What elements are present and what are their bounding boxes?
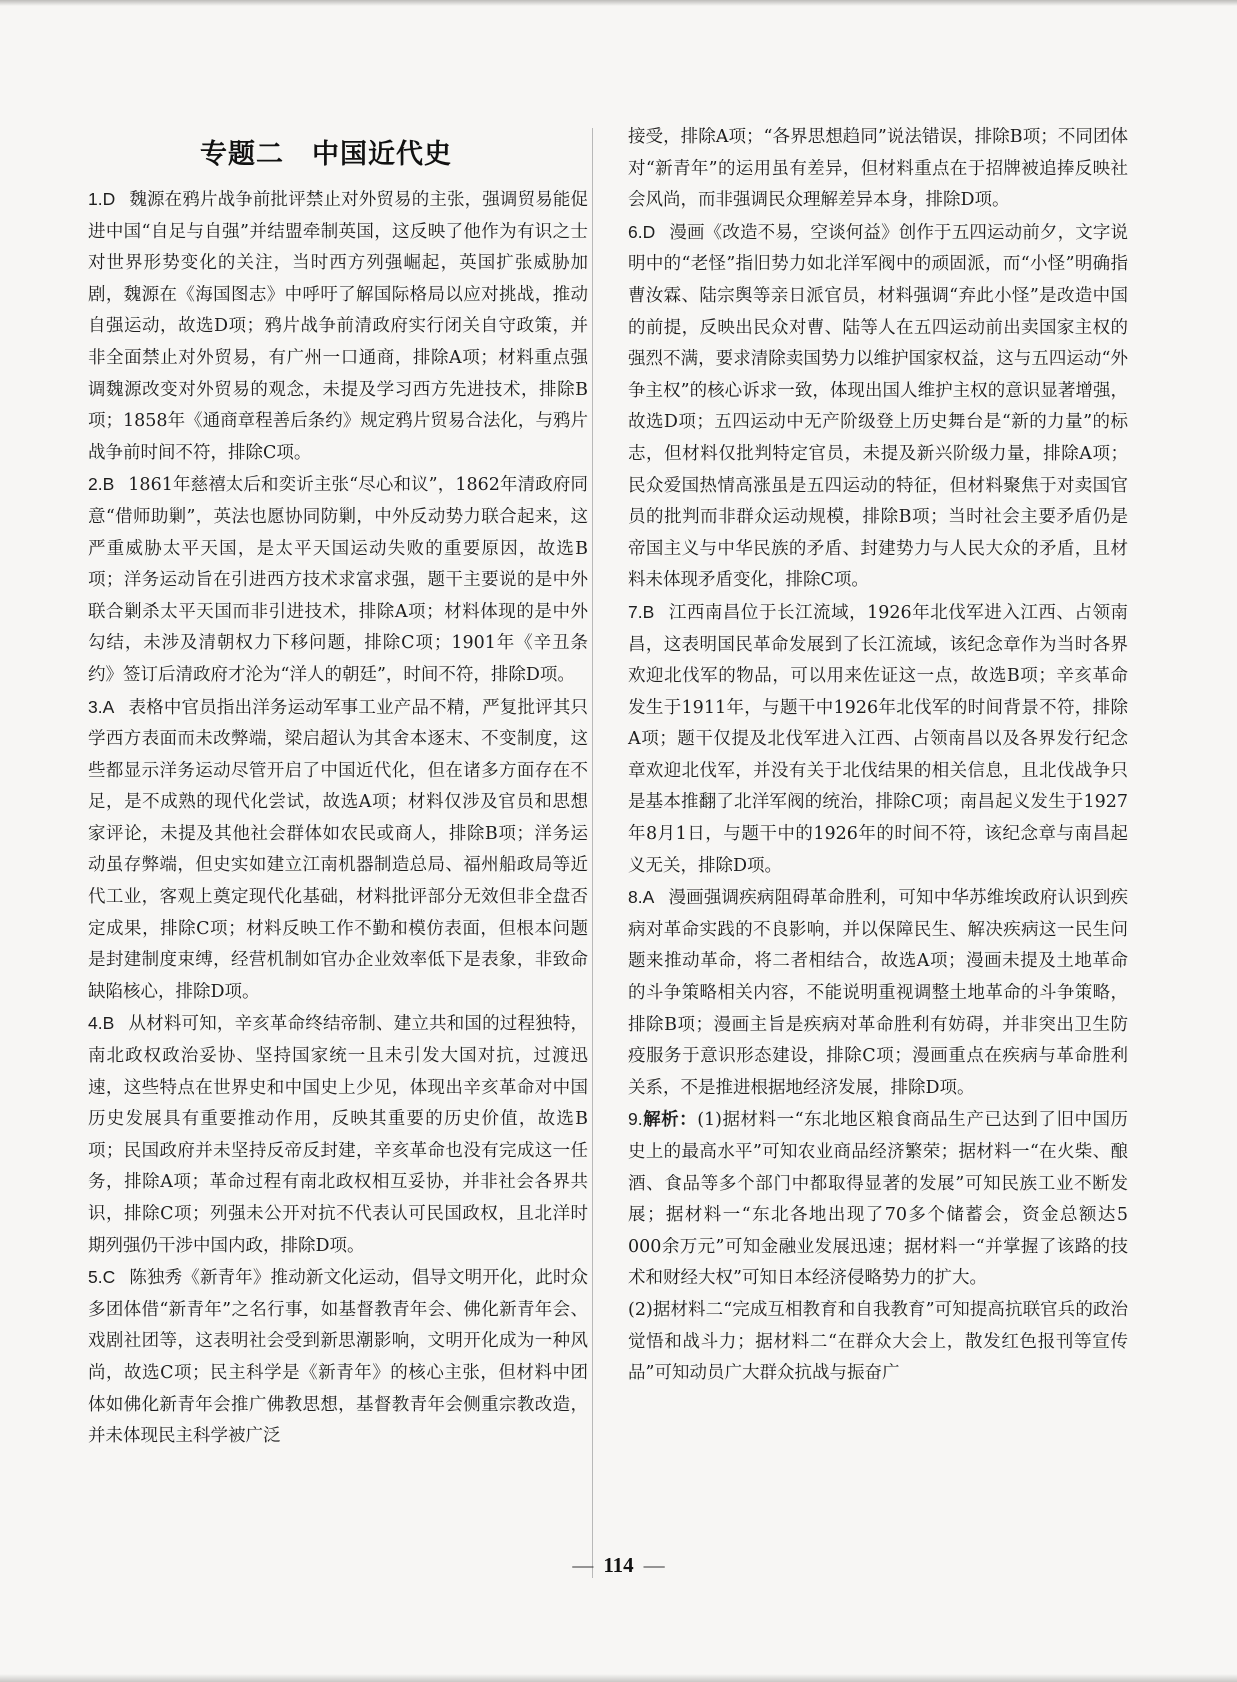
- item-number: 9.: [628, 1109, 643, 1130]
- item-answer: B: [642, 601, 655, 622]
- item-text: 接受，排除A项；“各界思想趋同”说法错误，排除B项；不同团体对“新青年”的运用虽有差异，但材料重点在于招牌被追捧反映社会风尚，而非强调民众理解差异本身，排除D项。: [628, 127, 1128, 211]
- scan-edge-top: [0, 0, 1237, 6]
- item-text: 陈独秀《新青年》推动新文化运动，倡导文明开化，此时众多团体借“新青年”之名行事，如基督教青年会、佛化新青年会、戏剧社团等，这表明社会受到新思潮影响，文明开化成为一种风尚，故选C项；民主科学是《新青年》的核心主张，但材料中团体如佛化新青年会推广佛教思想，基督教青年会侧重宗教改造，并未体现民主科学被广泛: [88, 1268, 588, 1447]
- answer-item-6: [628, 217, 1128, 597]
- item-text: 漫画《改造不易，空谈何益》创作于五四运动前夕，文字说明中的“老怪”指旧势力如北洋军阀中的顽固派，而“小怪”明确指曹汝霖、陆宗舆等亲日派官员，材料强调“弃此小怪”是改造中国的前提，反映出民众对曹、陆等人在五四运动前出卖国家主权的强烈不满，要求清除卖国势力以维护国家权益，这与五四运动“外争主权”的核心诉求一致，体现出国人维护主权的意识显著增强，故选D项；五四运动中无产阶级登上历史舞台是“新的力量”的标志，但材料仅批判特定官员，未提及新兴阶级力量，排除A项；民众爱国热情高涨虽是五四运动的特征，但材料聚焦于对卖国官员的批判而非群众运动规模，排除B项；当时社会主要矛盾仍是帝国主义与中华民族的矛盾、封建势力与人民大众的矛盾，且材料未体现矛盾变化，排除C项。: [628, 222, 1128, 591]
- item-number: 8.: [628, 887, 643, 908]
- item-text: (1)据材料一“东北地区粮食商品生产已达到了旧中国历史上的最高水平”可知农业商品经济繁荣；据材料一“在火柴、酿酒、食品等多个部门中都取得显著的发展”可知民族工业不断发展；据材料一“东北各地出现了70多个储蓄会，资金总额达5 000余万元”可知金融业发展迅速；据材料一“并掌握了该路的技术和财经大权”可知日本经济侵略势力的扩大。: [628, 1110, 1129, 1289]
- item-number: 6.: [628, 221, 643, 242]
- item-text: 江西南昌位于长江流域，1926年北伐军进入江西、占领南昌，这表明国民革命发展到了长江流域，该纪念章作为当时各界欢迎北伐军的物品，可以用来佐证这一点，故选B项；辛亥革命发生于1911年，与题干中1926年北伐军的时间背景不符，排除A项；题干仅提及北伐军进入江西、占领南昌以及各界发行纪念章欢迎北伐军，并没有关于北伐结果的相关信息，且北伐战争只是基本推翻了北洋军阀的统治，排除C项；南昌起义发生于1927年8月1日，与题干中的1926年的时间不符，该纪念章与南昌起义无关，排除D项。: [628, 602, 1128, 876]
- item-text: 从材料可知，辛亥革命终结帝制、建立共和国的过程独特，南北政权政治妥协、坚持国家统一且未引发大国对抗，过渡迅速，这些特点在世界史和中国史上少见，体现出辛亥革命对中国历史发展具有重要推动作用，反映其重要的历史价值，故选B项；民国政府并未坚持反帝反封建，辛亥革命也没有完成这一任务，排除A项；革命过程有南北政权相互妥协，并非社会各界共识，排除C项；列强未公开对抗不代表认可民国政权，且北洋时期列强仍干涉中国内政，排除D项。: [88, 1014, 588, 1256]
- footer-dash-right: —: [643, 1553, 665, 1577]
- answer-item-5-continued: [628, 122, 1128, 217]
- item-answer: D: [102, 189, 116, 209]
- right-column: [628, 122, 1128, 1390]
- item-answer: A: [102, 696, 115, 717]
- page-number: 114: [603, 1553, 634, 1577]
- item-text: 魏源在鸦片战争前批评禁止对外贸易的主张，强调贸易能促进中国“自足与自强”并结盟牵制英国，这反映了他作为有识之士对世界形势变化的关注，当时西方列强崛起，英国扩张威胁加剧，魏源在《海国图志》中呼吁了解国际格局以应对挑战，推动自强运动，故选D项；鸦片战争前清政府实行闭关自守政策，并非全面禁止对外贸易，有广州一口通商，排除A项；材料重点强调魏源改变对外贸易的观念，未提及学习西方先进技术，排除B项；1858年《通商章程善后条约》规定鸦片贸易合法化，与鸦片战争前时间不符，排除C项。: [88, 190, 588, 463]
- item-number: 2.: [88, 474, 103, 495]
- answer-item-7: [628, 597, 1128, 882]
- item-answer: D: [642, 221, 656, 242]
- page-footer: [0, 1553, 1237, 1578]
- item-text: (2)据材料二“完成互相教育和自我教育”可知提高抗联官兵的政治觉悟和战斗力；据材料二“在群众大会上，散发红色报刊等宣传品”可知动员广大群众抗战与振奋广: [628, 1299, 1128, 1384]
- left-column: [88, 184, 588, 1453]
- item-text: 1861年慈禧太后和奕䜣主张“尽心和议”，1862年清政府同意“借师助剿”，英法也愿协同防剿，中外反动势力联合起来，这严重威胁太平天国，是太平天国运动失败的重要原因，故选B项；洋务运动旨在引进西方技术求富求强，题干主要说的是中外联合剿杀太平天国而非引进技术，排除A项；材料体现的是中外勾结，未涉及清朝权力下移问题，排除C项；1901年《辛丑条约》签订后清政府才沦为“洋人的朝廷”，时间不符，排除D项。: [88, 475, 588, 685]
- scan-edge-bottom: [0, 1674, 1237, 1682]
- item-text: 表格中官员指出洋务运动军事工业产品不精，严复批评其只学西方表面而未改弊端，梁启超认为其舍本逐末、不变制度，这些都显示洋务运动尽管开启了中国近代化，但在诸多方面存在不足，是不成熟的现代化尝试，故选A项；材料仅涉及官员和思想家评论，未提及其他社会群体如农民或商人，排除B项；洋务运动虽存弊端，但史实如建立江南机器制造总局、福州船政局等近代工业，客观上奠定现代化基础，材料批评部分无效但非全盘否定成果，排除C项；材料反映工作不勤和模仿表面，但根本问题是封建制度束缚，经营机制如官办企业效率低下是表象，非致命缺陷核心，排除D项。: [88, 697, 588, 1002]
- item-number: 7.: [628, 601, 643, 622]
- item-answer: C: [102, 1267, 116, 1288]
- footer-dash-left: —: [572, 1553, 594, 1577]
- answer-item-3: [88, 692, 588, 1009]
- column-divider: [592, 128, 593, 1578]
- answer-item-9: [628, 1104, 1128, 1295]
- answer-item-9-part-2: [628, 1295, 1128, 1390]
- item-number: 5.: [88, 1267, 103, 1288]
- item-text: 漫画强调疾病阻碍革命胜利，可知中华苏维埃政府认识到疾病对革命实践的不良影响，并以保障民生、解决疾病这一民生问题来推动革命，将二者相结合，故选A项；漫画未提及土地革命的斗争策略相关内容，不能说明重视调整土地革命的斗争策略，排除B项；漫画主旨是疾病对革命胜利有妨碍，并非突出卫生防疫服务于意识形态建设，排除C项；漫画重点在疾病与革命胜利关系，不是推进根据地经济发展，排除D项。: [628, 888, 1128, 1098]
- answer-item-8: [628, 882, 1128, 1104]
- answer-item-5: [88, 1262, 588, 1453]
- item-answer: B: [102, 474, 115, 495]
- item-number: 4.: [88, 1013, 103, 1034]
- item-answer: A: [642, 887, 655, 908]
- item-number: 3.: [88, 696, 103, 717]
- item-answer: B: [102, 1013, 115, 1034]
- page-title: 专题二 中国近代史: [200, 139, 452, 170]
- answer-item-1: [88, 184, 588, 469]
- analysis-label: 解析：: [642, 1110, 698, 1131]
- answer-item-2: [88, 469, 588, 691]
- answer-item-4: [88, 1008, 588, 1262]
- item-number: 1.: [88, 189, 103, 209]
